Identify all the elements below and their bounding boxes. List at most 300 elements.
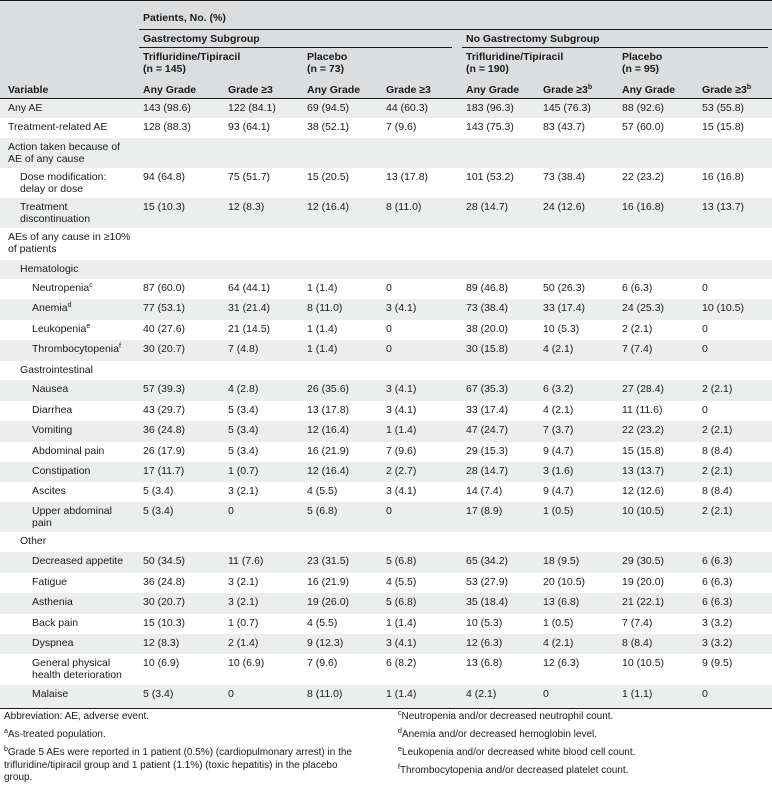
table-cell-text: 26 (35.6) [307,383,350,395]
arm-n [307,63,344,75]
table-cell-text: 0 [543,688,549,700]
arm-name [143,51,240,63]
table-cell-text: 145 (76.3) [543,102,591,114]
col-header-text: Any Grade [622,84,676,96]
table-cell [143,323,185,335]
row-label [20,535,46,547]
table-cell [622,323,652,335]
table-cell [143,121,191,133]
table-cell [228,102,276,114]
row-label [32,343,121,355]
table-cell [143,424,185,436]
table-cell [702,201,744,213]
table-cell [466,657,502,669]
footnote [4,747,352,760]
table-cell [543,171,585,183]
footnote-mark: f [118,343,121,350]
table-cell-text: 3 (2.1) [228,596,259,608]
row-label-text: discontinuation [20,213,91,225]
table-cell [622,383,664,395]
table-cell-text: 6 (8.2) [386,657,417,669]
table-cell [543,576,585,588]
table-cell [543,637,573,649]
table-cell [622,282,652,294]
table-cell-text: 31 (21.4) [228,302,271,314]
table-cell-text: 13 (17.8) [307,404,350,416]
row-label-text: Dose modification: [20,171,107,183]
table-cell-text: 38 (20.0) [466,323,509,335]
table-cell [228,637,258,649]
col-header [702,84,751,96]
table-cell-text: 47 (24.7) [466,424,509,436]
table-cell-text: 4 (2.1) [543,343,574,355]
table-cell-text: 29 (30.5) [622,555,665,567]
row-label [20,183,83,195]
table-cell-text: 94 (64.8) [143,171,186,183]
row-label [32,485,66,497]
table-cell-text: 44 (60.3) [386,102,429,114]
footnote [4,729,106,742]
row-label-text: Vomiting [32,424,73,436]
table-cell [228,617,258,629]
table-cell-text: 15 (10.3) [143,201,186,213]
table-cell-text: 3 (4.1) [386,383,417,395]
row-label-text: Anemia [32,302,68,314]
table-cell-text: 5 (6.8) [386,596,417,608]
table-cell-text: 4 (2.1) [466,688,497,700]
table-cell [702,555,732,567]
table-cell [543,201,585,213]
table-bottom-rule [0,708,772,709]
row-label [20,263,78,275]
table-cell-text: 13 (13.7) [622,465,665,477]
table-cell-text: 0 [386,282,392,294]
table-cell [228,424,258,436]
table-cell-text: 8 (11.0) [307,302,343,314]
footnote-letter: c [398,710,402,717]
table-cell-text: 6 (3.2) [543,383,574,395]
table-cell [466,201,508,213]
row-shading [0,260,772,279]
table-cell [386,485,416,497]
group-title-text: Gastrectomy Subgroup [143,33,260,45]
variable-header-text: Variable [8,84,49,96]
table-cell-text: 12 (6.3) [466,637,503,649]
table-cell [386,688,416,700]
table-cell [307,323,337,335]
table-cell [702,343,708,355]
row-label [8,102,42,114]
top-rule [0,0,772,1]
arm-name-text: Trifluridine/Tipiracil [143,51,241,63]
table-cell [228,383,258,395]
grade-footnote-mark: b [746,84,752,91]
table-cell [702,445,732,457]
row-label-text: Malaise [32,688,69,700]
arm-n-text: (n = 73) [307,63,345,75]
table-cell-text: 5 (6.8) [386,555,417,567]
table-cell [228,505,234,517]
table-cell [386,445,416,457]
table-cell [543,404,573,416]
table-cell-text: 5 (3.4) [143,688,174,700]
row-label-text: Hematologic [20,263,79,275]
row-label [32,323,90,335]
table-cell-text: 143 (75.3) [466,121,514,133]
table-cell [543,445,573,457]
table-cell [702,576,732,588]
footnote-text: As-treated population. [7,729,106,740]
table-cell [143,657,179,669]
table-cell-text: 4 (5.5) [386,576,417,588]
table-cell [702,465,732,477]
table-cell [307,383,349,395]
table-cell [386,323,392,335]
table-cell-text: 50 (26.3) [543,282,586,294]
row-label [20,171,106,183]
table-cell-text: 73 (38.4) [466,302,509,314]
table-cell [622,688,652,700]
table-cell-text: 53 (55.8) [702,102,745,114]
table-cell [543,505,573,517]
table-cell-text: 28 (14.7) [466,201,509,213]
table-cell [386,302,416,314]
table-cell [702,596,732,608]
table-cell-text: 13 (6.8) [466,657,503,669]
table-cell [143,404,185,416]
table-cell-text: 1 (1.4) [386,617,417,629]
table-cell-text: 16 (16.8) [622,201,665,213]
row-label-text: Abdominal pain [32,445,105,457]
table-cell-text: 7 (7.4) [622,343,653,355]
table-cell-text: 5 (3.4) [228,424,259,436]
table-cell [386,201,421,213]
table-cell-text: 12 (16.4) [307,201,350,213]
table-cell [307,657,337,669]
table-cell-text: 27 (28.4) [622,383,665,395]
table-cell-text: 24 (12.6) [543,201,586,213]
table-cell [143,555,185,567]
footnote [398,765,628,778]
table-cell [386,282,392,294]
table-cell-text: 2 (1.4) [228,637,259,649]
table-cell-text: 23 (31.5) [307,555,350,567]
row-label [32,637,73,649]
table-cell [543,282,585,294]
group-title [143,33,260,45]
row-label [32,465,90,477]
col-header [386,84,431,96]
table-cell [386,121,416,133]
table-cell-text: 10 (6.9) [143,657,180,669]
table-cell [307,505,337,517]
footnote-text: Leukopenia and/or decreased white blood cell count. [401,747,636,758]
table-cell [622,505,664,517]
table-cell-text: 38 (52.1) [307,121,350,133]
table-cell [543,323,579,335]
table-cell-text: 93 (64.1) [228,121,271,133]
footnote-letter: f [398,764,400,771]
table-cell [228,201,264,213]
table-cell-text: 0 [386,505,392,517]
patients-header-text: Patients, No. (%) [143,12,226,24]
table-cell [143,465,184,477]
row-label [32,505,112,517]
table-cell-text: 57 (60.0) [622,121,665,133]
col-header-text: Grade ≥3 [543,84,588,96]
table-cell [622,424,664,436]
table-cell-text: 30 (15.8) [466,343,509,355]
table-cell [307,201,349,213]
table-cell [466,505,502,517]
table-cell-text: 11 (11.6) [622,404,663,416]
table-cell [307,688,342,700]
table-cell-text: 33 (17.4) [543,302,586,314]
row-label [32,517,52,529]
table-cell [307,424,349,436]
table-cell-text: 7 (3.7) [543,424,574,436]
table-cell [307,637,343,649]
table-cell-text: 2 (2.1) [702,505,733,517]
table-cell [386,657,416,669]
table-cell-text: 8 (11.0) [307,688,343,700]
col-header-text: Any Grade [466,84,520,96]
row-label-text: Constipation [32,465,91,477]
table-cell-text: 4 (2.1) [543,637,574,649]
table-cell [228,121,270,133]
table-cell [386,576,416,588]
arm-n-text: (n = 145) [143,63,186,75]
footnote [398,729,597,742]
table-cell-text: 88 (92.6) [622,102,665,114]
table-cell-text: 3 (1.6) [543,465,574,477]
table-cell [228,171,270,183]
table-cell-text: 7 (9.6) [386,445,417,457]
table-cell [386,465,416,477]
arm-name-text: Placebo [622,51,663,63]
table-cell-text: 28 (14.7) [466,465,509,477]
table-cell-text: 75 (51.7) [228,171,271,183]
table-cell [307,121,349,133]
table-cell [702,383,732,395]
row-label [32,576,67,588]
table-cell [466,617,502,629]
table-cell [143,576,185,588]
table-cell-text: 1 (0.5) [543,617,574,629]
table-cell-text: 6 (6.3) [622,282,653,294]
table-cell [543,617,573,629]
table-cell-text: 7 (9.6) [386,121,417,133]
table-cell-text: 2 (2.1) [702,424,733,436]
group-title-text: No Gastrectomy Subgroup [466,33,600,45]
col-header [307,84,360,96]
table-cell [622,102,664,114]
table-cell-text: 1 (1.4) [307,282,338,294]
footnote-text: Grade 5 AEs were reported in 1 patient (0.5%) (cardiopulmonary arrest) in the [7,747,352,758]
table-cell-text: 20 (10.5) [543,576,586,588]
footnote-mark: c [89,282,93,289]
table-cell-text: 12 (6.3) [543,657,580,669]
row-label [32,445,104,457]
patients-rule [139,29,772,30]
table-cell-text: 57 (39.3) [143,383,186,395]
table-cell [143,201,185,213]
table-cell-text: 1 (1.4) [386,424,417,436]
table-cell-text: 15 (20.5) [307,171,350,183]
table-cell [307,555,349,567]
table-cell-text: 12 (12.6) [622,485,665,497]
table-cell [143,688,173,700]
table-cell [386,424,416,436]
table-cell [622,201,664,213]
table-cell-text: 183 (96.3) [466,102,514,114]
table-cell [543,555,579,567]
table-cell-text: 5 (6.8) [307,505,338,517]
row-label [32,383,68,395]
table-cell [466,102,514,114]
row-label-text: delay or dose [20,183,84,195]
table-cell [543,596,579,608]
table-cell-text: 1 (0.5) [543,505,574,517]
table-cell-text: 19 (20.0) [622,576,665,588]
table-cell [386,555,416,567]
table-cell-text: 1 (1.4) [307,323,338,335]
table-cell-text: 3 (4.1) [386,404,417,416]
table-cell-text: 65 (34.2) [466,555,509,567]
table-cell [307,617,337,629]
table-cell-text: 9 (9.5) [702,657,733,669]
table-cell [543,102,591,114]
row-label [32,617,78,629]
table-cell-text: 5 (3.4) [143,485,174,497]
table-cell [622,465,664,477]
row-label-text: AE of any cause [8,153,85,165]
footnote-text: Neutropenia and/or decreased neutrophil count. [401,711,614,722]
table-cell-text: 4 (5.5) [307,485,338,497]
table-cell [307,343,337,355]
row-label [32,669,122,681]
table-cell [622,485,664,497]
table-cell-text: 101 (53.2) [466,171,514,183]
table-cell [307,576,349,588]
row-label-text: pain [32,517,52,529]
footnote-text: Thrombocytopenia and/or decreased platelet count. [399,765,629,776]
patients-header [143,12,226,24]
table-cell-text: 89 (46.8) [466,282,509,294]
row-label [8,243,56,255]
table-cell-text: 9 (12.3) [307,637,344,649]
table-cell [702,688,708,700]
variable-header [8,84,48,96]
table-cell-text: 9 (4.7) [543,445,574,457]
footnote [4,711,149,724]
table-cell-text: 9 (4.7) [543,485,574,497]
table-cell-text: 5 (3.4) [228,445,259,457]
table-cell [543,343,573,355]
table-cell [543,302,585,314]
row-label-text: Action taken because of [8,141,121,153]
table-cell-text: 10 (10.5) [702,302,745,314]
table-cell-text: 13 (13.7) [702,201,745,213]
table-cell [702,424,732,436]
table-cell [143,383,185,395]
table-cell-text: 8 (11.0) [386,201,422,213]
row-label-text: Decreased appetite [32,555,124,567]
footnote-text: group. [4,772,33,783]
row-label [32,404,72,416]
table-cell-text: 5 (3.4) [143,505,174,517]
table-cell [143,302,185,314]
table-cell-text: 122 (84.1) [228,102,276,114]
table-cell [702,505,732,517]
table-cell-text: 30 (20.7) [143,596,186,608]
table-cell [307,171,349,183]
table-cell-text: 10 (10.5) [622,657,665,669]
table-cell [466,302,508,314]
table-cell-text: 4 (2.8) [228,383,259,395]
table-cell [307,445,349,457]
table-cell-text: 143 (98.6) [143,102,191,114]
table-cell-text: 33 (17.4) [466,404,509,416]
table-cell-text: 0 [702,323,708,335]
table-cell [466,637,502,649]
table-cell-text: 67 (35.3) [466,383,509,395]
table-cell-text: 7 (7.4) [622,617,653,629]
table-cell-text: 35 (18.4) [466,596,509,608]
table-cell-text: 24 (25.3) [622,302,665,314]
table-cell-text: 36 (24.8) [143,576,186,588]
table-cell-text: 83 (43.7) [543,121,586,133]
table-cell [228,404,258,416]
table-cell-text: 12 (8.3) [143,637,180,649]
table-cell-text: 3 (3.2) [702,617,733,629]
group-rule [139,47,452,48]
row-label-text: of patients [8,243,57,255]
table-cell [543,424,573,436]
table-cell-text: 10 (5.3) [466,617,503,629]
table-cell [622,555,664,567]
row-label [8,231,131,243]
table-cell-text: 15 (15.8) [622,445,665,457]
group-title [466,33,600,45]
table-cell-text: 77 (53.1) [143,302,186,314]
row-label-text: Nausea [32,383,69,395]
arm-name [307,51,347,63]
table-cell [543,688,549,700]
footnote-letter: a [4,728,8,735]
table-cell [543,121,585,133]
table-cell [543,383,573,395]
arm-n [466,63,509,75]
table-cell-text: 2 (2.1) [702,465,733,477]
row-label [20,213,90,225]
table-cell [466,343,508,355]
table-cell-text: 4 (2.1) [543,404,574,416]
table-cell [466,121,514,133]
table-cell [702,404,708,416]
row-label [32,688,68,700]
table-cell [702,617,732,629]
table-cell [143,282,185,294]
table-cell [622,171,664,183]
table-cell [228,596,258,608]
table-cell-text: 11 (7.6) [228,555,264,567]
table-cell-text: 4 (5.5) [307,617,338,629]
table-cell-text: 6 (6.3) [702,555,733,567]
row-label-text: AEs of any cause in ≥10% [8,231,131,243]
table-cell-text: 12 (16.4) [307,424,350,436]
table-cell-text: 3 (2.1) [228,485,259,497]
